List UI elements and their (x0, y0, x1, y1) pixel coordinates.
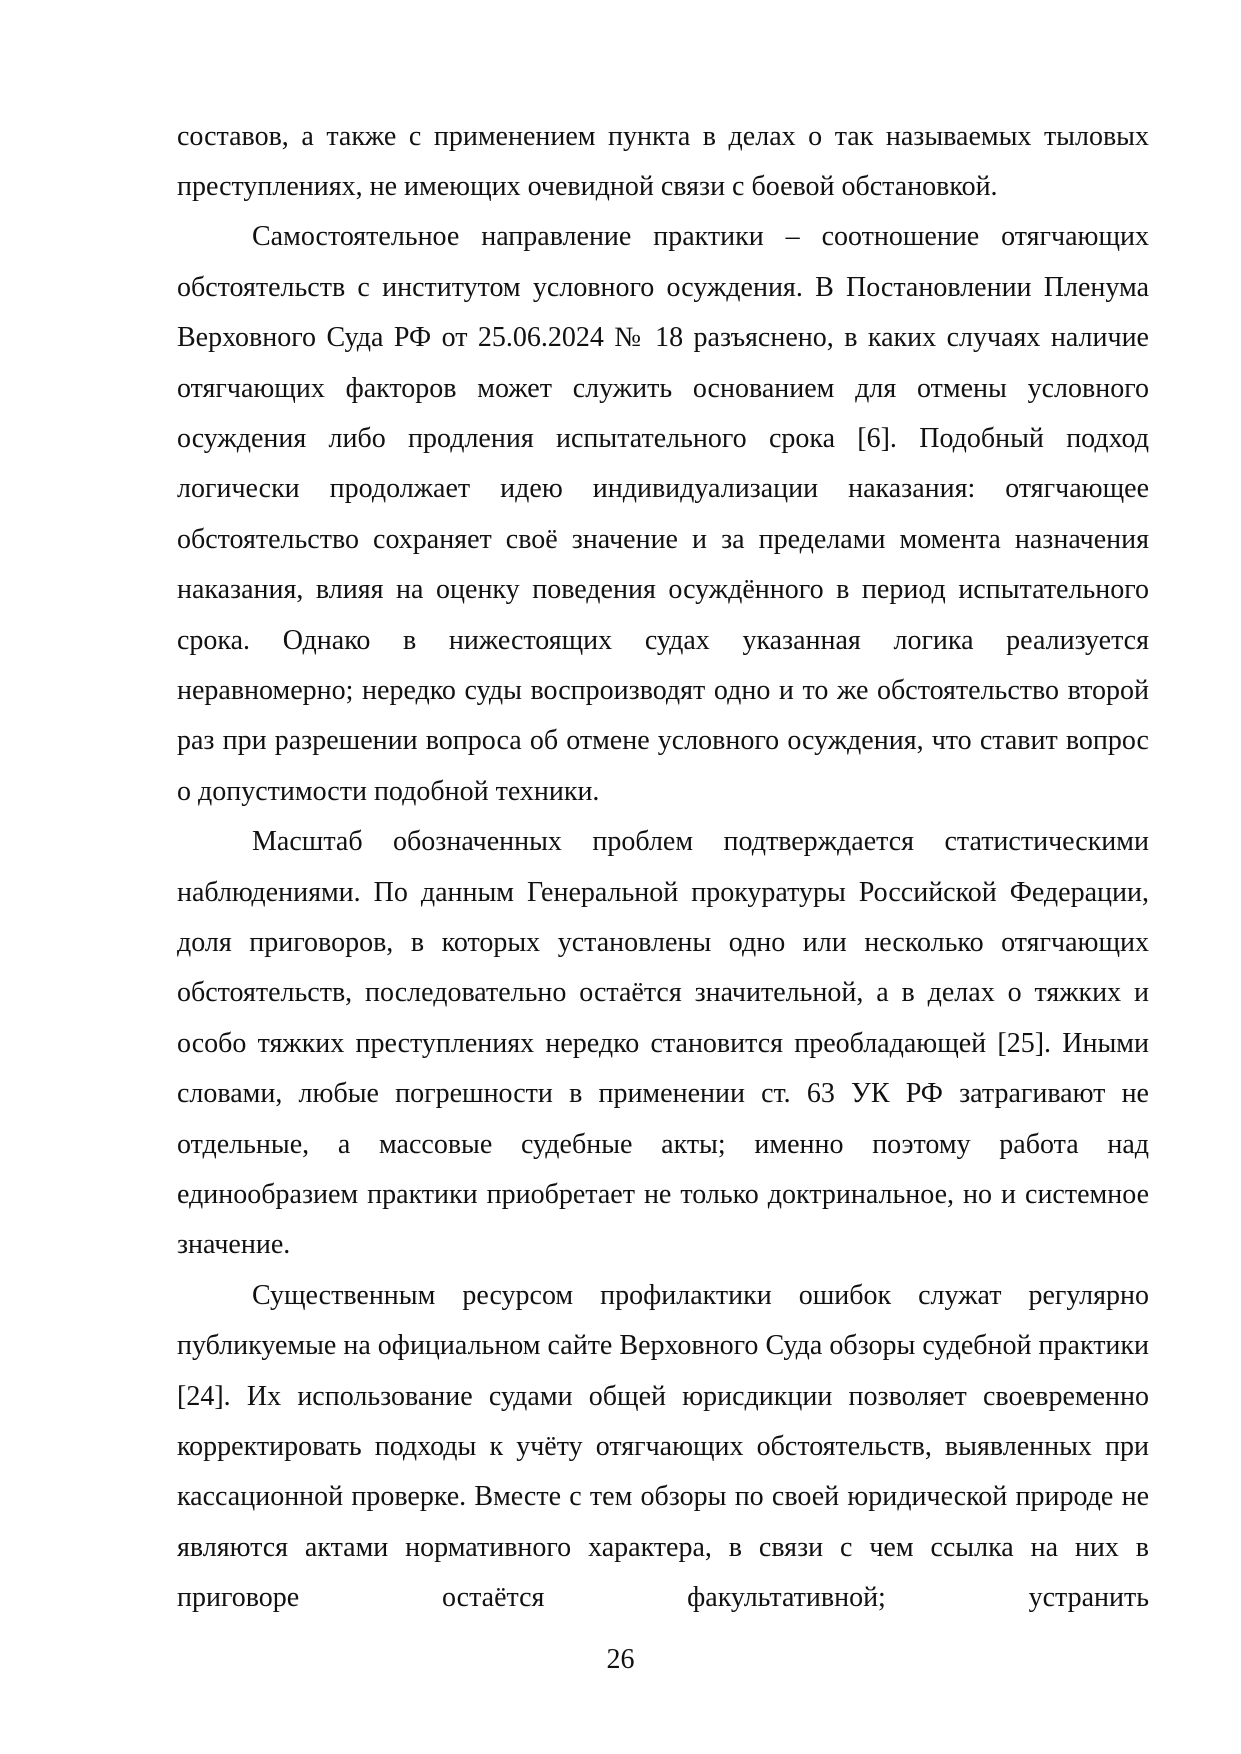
paragraph-3: Масштаб обозначенных проблем подтверждается статистическими наблюдениями. По данным Генеральной прокуратуры Российской Федерации, доля приговоров, в которых установлены одно или несколько отягчающих обстоятельств, последовательно остаётся значительной, а в делах о тяжких и особо тяжких преступлениях нередко становится преобладающей [25]. Иными словами, любые погрешности в применении ст. 63 УК РФ затрагивают не отдельные, а массовые судебные акты; именно поэтому работа над единообразием практики приобретает не только доктринальное, но и системное значение. (177, 826, 1149, 1261)
paragraph-4: Существенным ресурсом профилактики ошибок служат регулярно публикуемые на официальном сайте Верховного Суда обзоры судебной практики [24]. Их использование судами общей юрисдикции позволяет своевременно корректировать подходы к учёту отягчающих обстоятельств, выявленных при кассационной проверке. Вместе с тем обзоры по своей юридической природе не являются актами нормативного характера, в связи с чем ссылка на них в приговоре остаётся факультативной; устранить (177, 1279, 1149, 1614)
document-body (177, 112, 1149, 1624)
paragraph-1: составов, а также с применением пункта в делах о так называемых тыловых преступлениях, не имеющих очевидной связи с боевой обстановкой. (177, 120, 1149, 202)
paragraph-2: Самостоятельное направление практики – соотношение отягчающих обстоятельств с институтом условного осуждения. В Постановлении Пленума Верховного Суда РФ от 25.06.2024 № 18 разъяснено, в каких случаях наличие отягчающих факторов может служить основанием для отмены условного осуждения либо продления испытательного срока [6]. Подобный подход логически продолжает идею индивидуализации наказания: отягчающее обстоятельство сохраняет своё значение и за пределами момента назначения наказания, влияя на оценку поведения осуждённого в период испытательного срока. Однако в нижестоящих судах указанная логика реализуется неравномерно; нередко суды воспроизводят одно и то же обстоятельство второй раз при разрешении вопроса об отмене условного осуждения, что ставит вопрос о допустимости подобной техники. (177, 221, 1149, 807)
page-number: 26 (606, 1644, 635, 1675)
